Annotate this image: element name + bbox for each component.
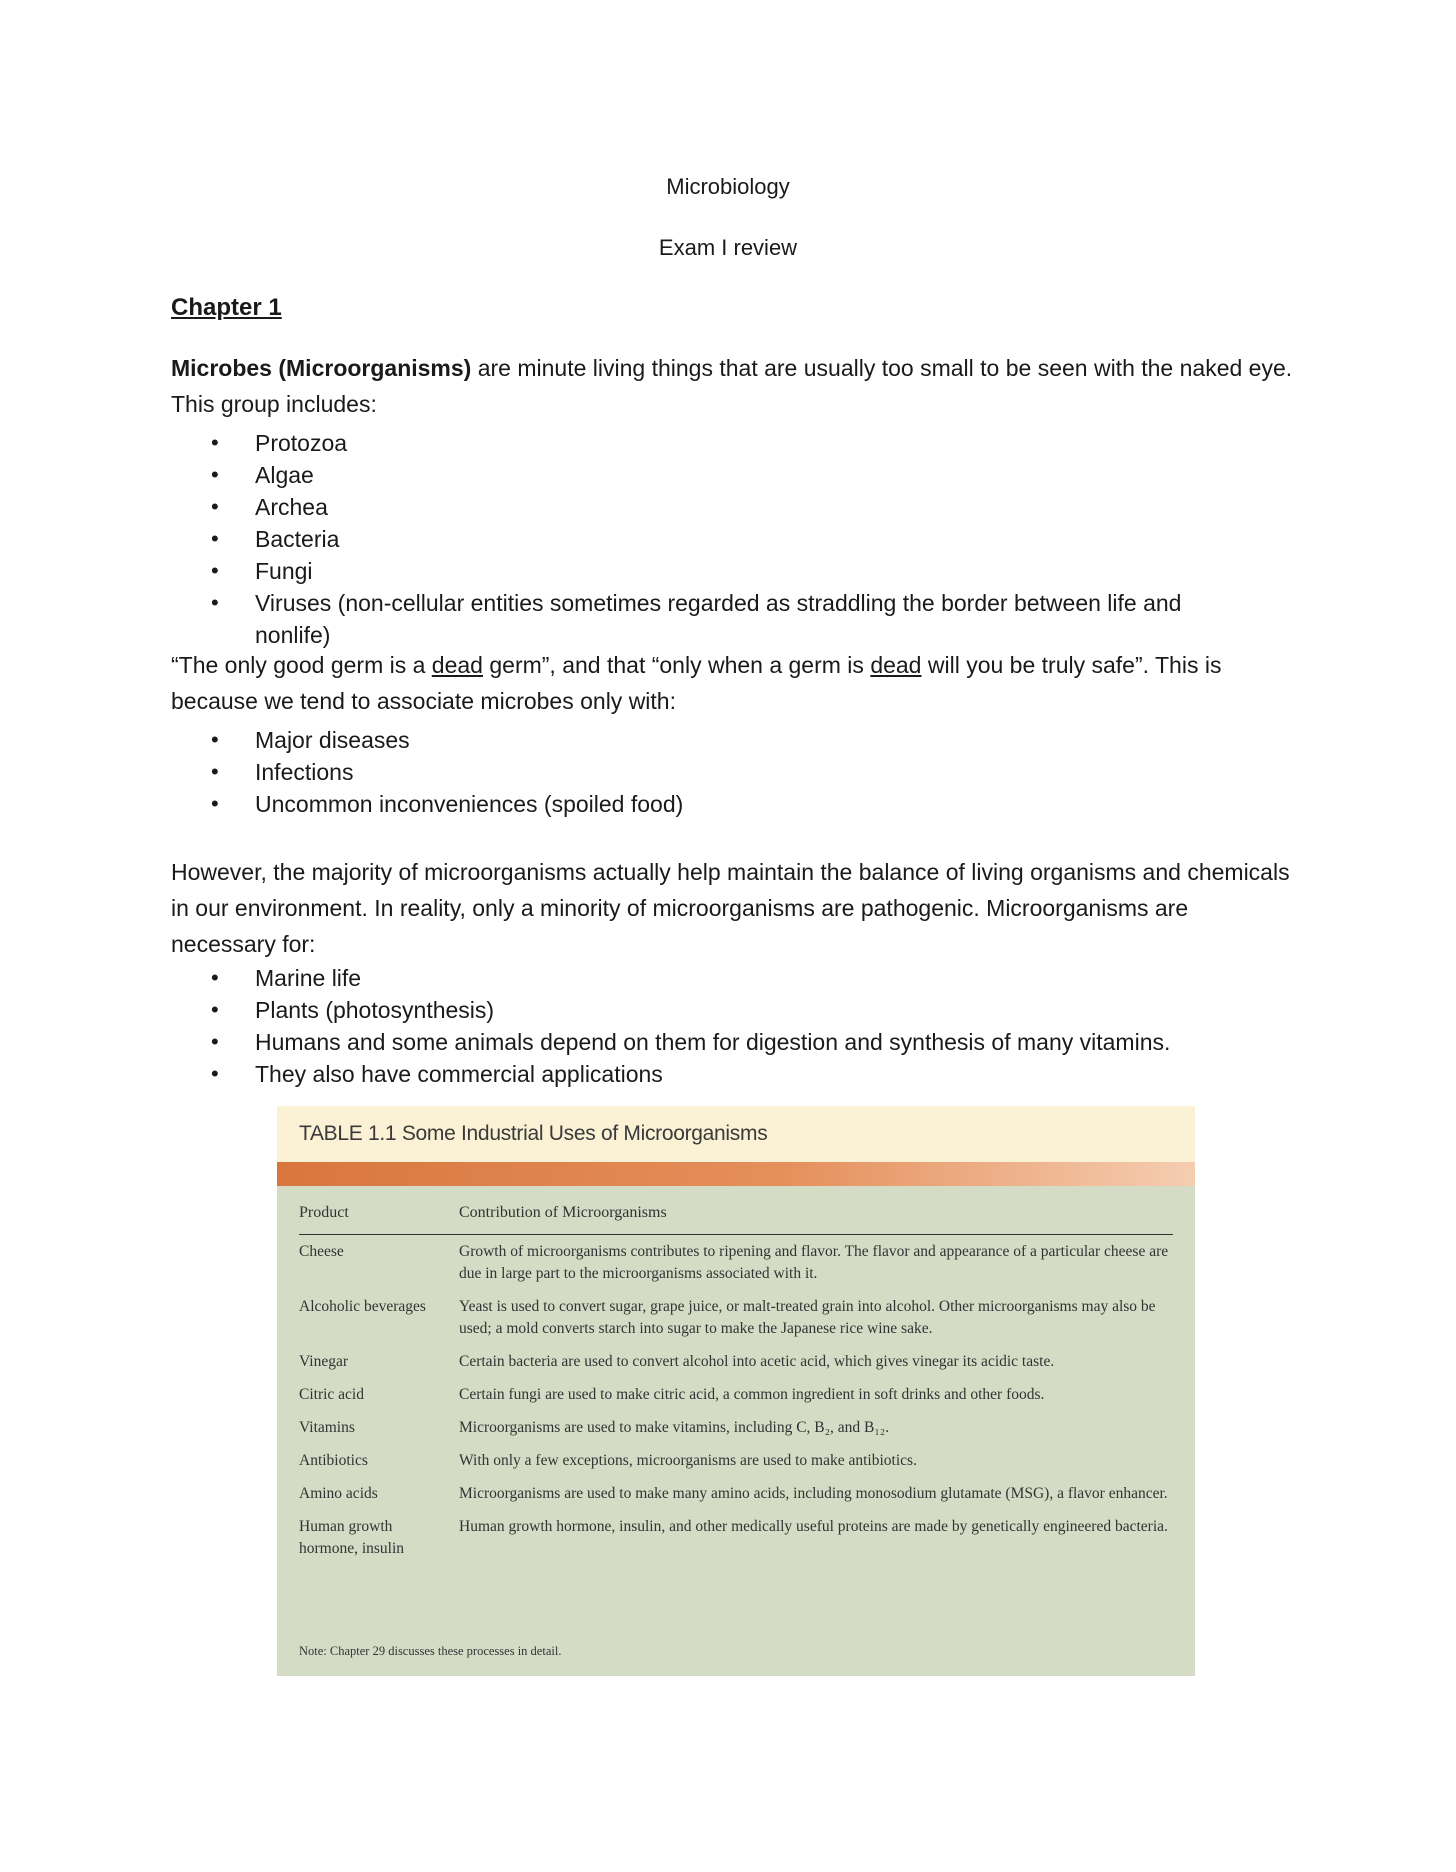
quote-text: will you be truly safe”. This is because we tend to associate microbes only with: — [171, 652, 1222, 714]
contribution-cell: With only a few exceptions, microorganisms are used to make antibiotics. — [459, 1452, 917, 1469]
table-row — [299, 1477, 1173, 1510]
industrial-uses-table — [299, 1202, 1173, 1565]
list-item: • Fungi — [171, 555, 1301, 587]
list-item: • Algae — [171, 459, 1301, 491]
product-cell: Amino acids — [299, 1485, 378, 1502]
list-item: • Protozoa — [171, 427, 1301, 459]
contribution-cell: Growth of microorganisms contributes to ripening and flavor. The flavor and appearance of a particular cheese are due in large part to the microorganisms associated with it. — [459, 1243, 1169, 1282]
quote-underlined: dead — [431, 652, 483, 678]
intro-text: are minute living things that are usually too small to be seen with the naked eye. This group includes: — [171, 355, 1293, 417]
industrial-uses-table-figure — [277, 1106, 1195, 1676]
quote-text: “The only good germ is a — [171, 652, 432, 678]
product-cell: Antibiotics — [299, 1452, 368, 1469]
document-subtitle: Exam I review — [658, 235, 798, 260]
list-item: • Bacteria — [171, 523, 1301, 555]
product-cell: Cheese — [299, 1243, 344, 1260]
column-header-product: Product — [299, 1202, 459, 1235]
product-cell: Human growth hormone, insulin — [299, 1518, 405, 1557]
list-item: • They also have commercial applications — [171, 1058, 1301, 1090]
intro-paragraph — [171, 350, 1296, 422]
contribution-cell: Yeast is used to convert sugar, grape juice, or malt-treated grain into alcohol. Other microorganisms may also be used; a mold converts starch into sugar to make the Japanese rice wine sake. — [459, 1298, 1156, 1337]
product-cell: Citric acid — [299, 1386, 364, 1403]
table-title-bar — [277, 1162, 1195, 1186]
list-item: • Infections — [171, 756, 1301, 788]
list-item: • Humans and some animals depend on them for digestion and synthesis of many vitamins. — [171, 1026, 1301, 1058]
table-row — [299, 1290, 1173, 1345]
contribution-cell: Certain fungi are used to make citric acid, a common ingredient in soft drinks and other foods. — [459, 1386, 1045, 1403]
document-title: Microbiology — [666, 174, 790, 199]
table-note: Note: Chapter 29 discusses these processes in detail. — [299, 1644, 562, 1658]
chapter-heading: Chapter 1 — [171, 294, 282, 321]
quote-text: germ”, and that “only when a germ is — [482, 652, 871, 678]
list-item: • Viruses (non-cellular entities sometimes regarded as straddling the border between life and nonlife) — [171, 587, 1301, 651]
list-item: • Uncommon inconveniences (spoiled food) — [171, 788, 1301, 820]
intro-term: Microbes (Microorganisms) — [171, 355, 472, 381]
table-row — [299, 1444, 1173, 1477]
table-row — [299, 1378, 1173, 1411]
quote-paragraph — [171, 647, 1296, 719]
list-item: • Plants (photosynthesis) — [171, 994, 1301, 1026]
table-row — [299, 1345, 1173, 1378]
product-cell: Vitamins — [299, 1419, 355, 1436]
microbe-groups-list — [171, 427, 1301, 651]
contribution-cell: Human growth hormone, insulin, and other medically useful proteins are made by genetically engineered bacteria. — [459, 1518, 1168, 1535]
contribution-cell: Certain bacteria are used to convert alcohol into acetic acid, which gives vinegar its acidic taste. — [459, 1353, 1055, 1370]
list-item: • Marine life — [171, 962, 1301, 994]
contribution-cell: Microorganisms are used to make many amino acids, including monosodium glutamate (MSG), a flavor enhancer. — [459, 1485, 1168, 1502]
quote-underlined: dead — [870, 652, 922, 678]
table-row — [299, 1411, 1173, 1444]
table-row — [299, 1235, 1173, 1291]
associations-list — [171, 724, 1301, 820]
list-item: • Major diseases — [171, 724, 1301, 756]
table-header-row — [299, 1202, 1173, 1235]
however-paragraph: However, the majority of microorganisms actually help maintain the balance of living organisms and chemicals in our environment. In reality, only a minority of microorganisms are pathogenic. Microorganisms are necessary for: — [171, 859, 1290, 957]
list-item: • Archea — [171, 491, 1301, 523]
contribution-cell: Microorganisms are used to make vitamins, including C, B₂, and B₁₂. — [459, 1419, 890, 1436]
table-row — [299, 1510, 1173, 1565]
table-title: TABLE 1.1 Some Industrial Uses of Microorganisms — [277, 1106, 1195, 1162]
product-cell: Vinegar — [299, 1353, 348, 1370]
product-cell: Alcoholic beverages — [299, 1298, 426, 1315]
column-header-contribution: Contribution of Microorganisms — [459, 1202, 1173, 1235]
necessary-list — [171, 962, 1301, 1090]
